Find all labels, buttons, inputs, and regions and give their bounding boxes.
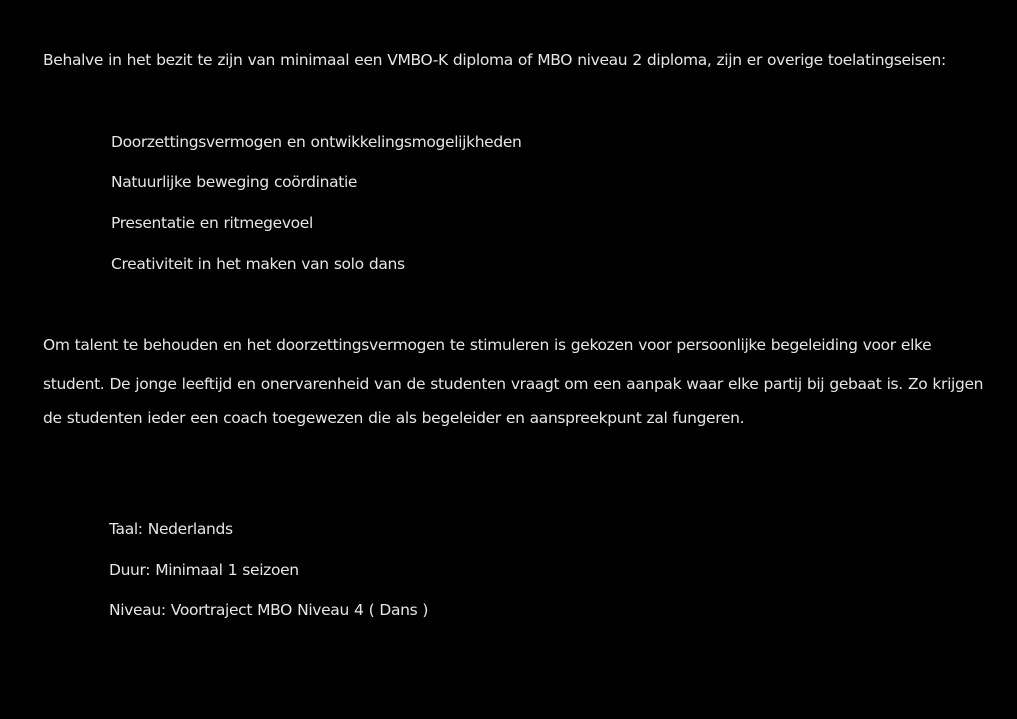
requirement-item: Doorzettingsvermogen en ontwikkelingsmogelijkheden (111, 133, 522, 151)
intro-text: Behalve in het bezit te zijn van minimaal een VMBO-K diploma of MBO niveau 2 diploma, zijn er overige toelatingseisen: (43, 51, 946, 69)
paragraph-line: student. De jonge leeftijd en onervarenheid van de studenten vraagt om een aanpak waar elke partij bij gebaat is. Zo krijgen (43, 375, 984, 393)
info-duration: Duur: Minimaal 1 seizoen (109, 561, 299, 579)
requirement-item: Creativiteit in het maken van solo dans (111, 255, 405, 273)
requirement-item: Presentatie en ritmegevoel (111, 214, 313, 232)
paragraph-line: de studenten ieder een coach toegewezen die als begeleider en aanspreekpunt zal fungeren. (43, 409, 745, 427)
info-level: Niveau: Voortraject MBO Niveau 4 ( Dans ) (109, 601, 429, 619)
requirement-item: Natuurlijke beweging coördinatie (111, 173, 358, 191)
info-language: Taal: Nederlands (109, 520, 233, 538)
paragraph-line: Om talent te behouden en het doorzettingsvermogen te stimuleren is gekozen voor persoonlijke begeleiding voor elke (43, 336, 932, 354)
